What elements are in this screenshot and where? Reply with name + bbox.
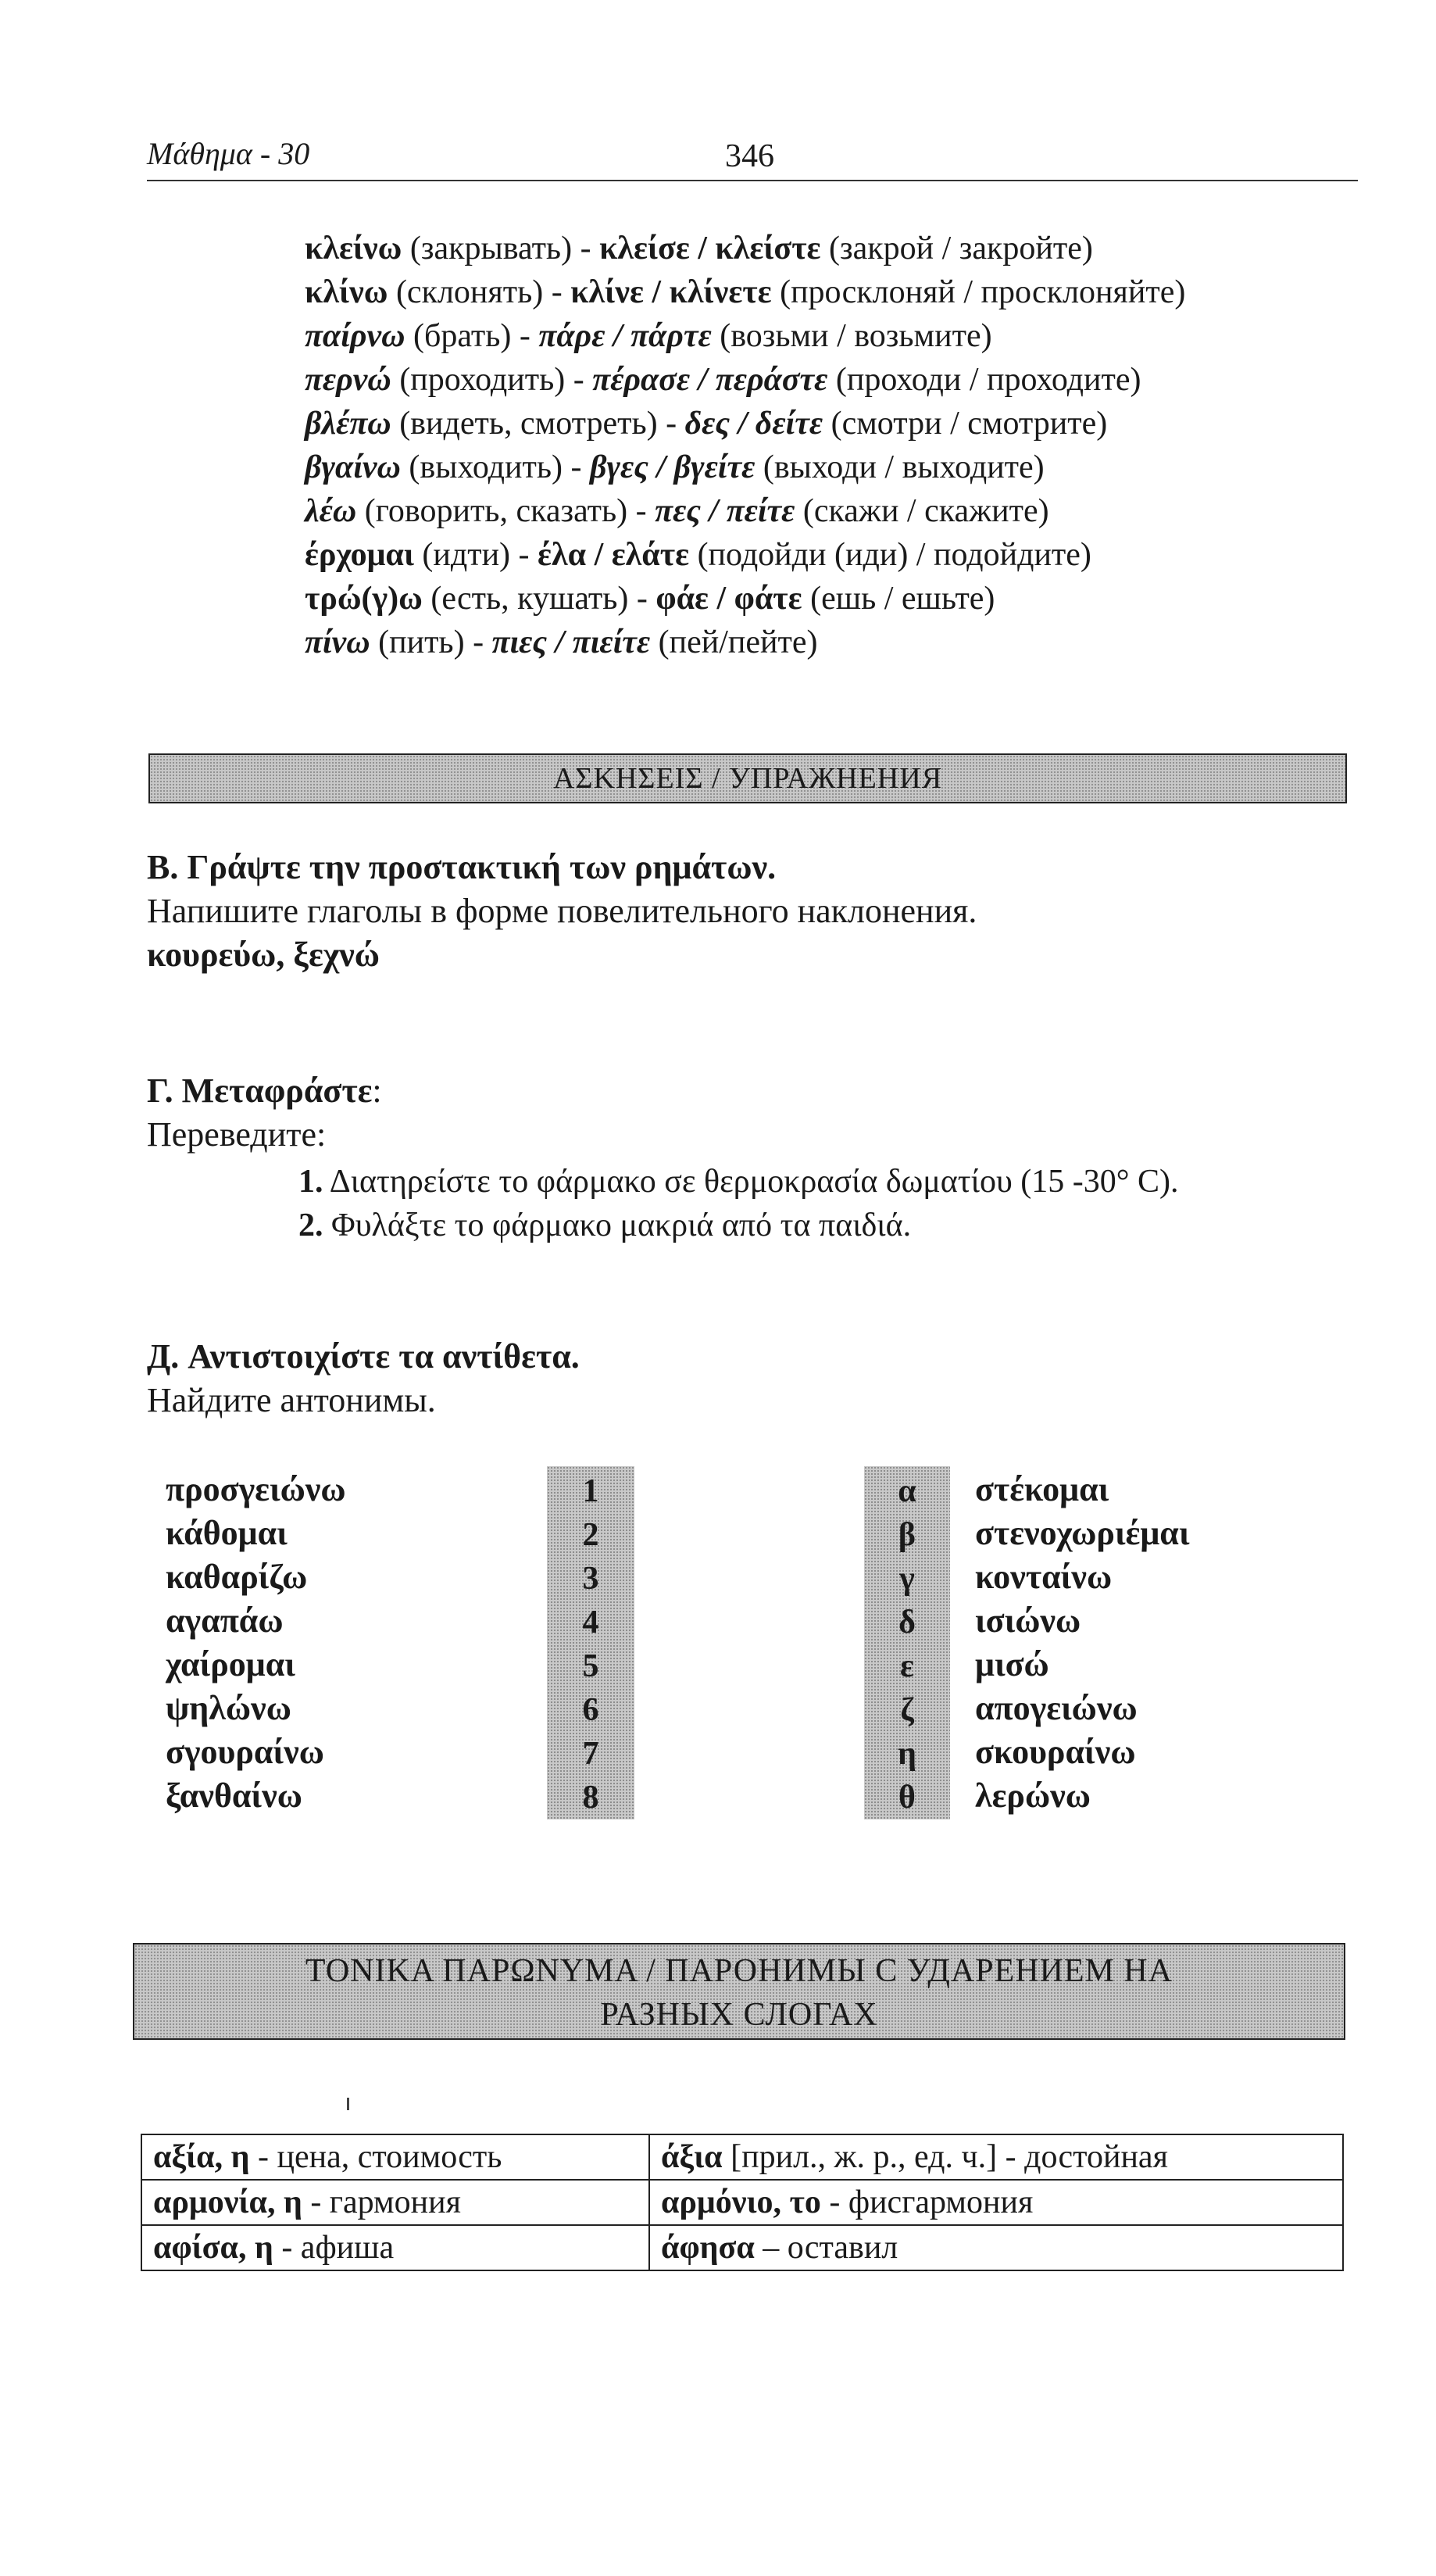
- list-item: 2: [582, 1517, 599, 1553]
- verb-line: παίρνω (брать) - πάρε / πάρτε (возьми / возьмите): [305, 318, 992, 354]
- list-item: 1. Διατηρείστε το φάρμακο σε θερμοκρασία δωματίου (15 -30° C).: [298, 1164, 1179, 1200]
- list-item: καθαρίζω: [166, 1558, 308, 1596]
- exercise-g: [147, 1069, 382, 1157]
- list-item: σκουραίνω: [975, 1733, 1136, 1771]
- verb-line: βλέπω (видеть, смотреть) - δες / δείτε (смотри / смотрите): [305, 406, 1108, 442]
- translation-list: [298, 1160, 1179, 1247]
- list-item: ζ: [900, 1692, 914, 1728]
- list-item: κονταίνω: [975, 1558, 1113, 1596]
- list-item: μισώ: [975, 1645, 1049, 1683]
- verb-line: έρχομαι (идти) - έλα / ελάτε (подойди (иди) / подойдите): [305, 537, 1091, 573]
- list-item: χαίρομαι: [166, 1645, 295, 1683]
- table-cell: αρμονία, η - гармония: [141, 2180, 649, 2225]
- matching-left-column: [166, 1468, 346, 1818]
- exercise-b-subtitle: Напишите глаголы в форме повелительного наклонения.: [147, 892, 977, 930]
- exercise-b-title: Β. Γράψτε την προστακτική των ρημάτων.: [147, 848, 777, 886]
- list-item: λερώνω: [975, 1776, 1091, 1815]
- banner-line: ΤΟΝΙΚΑ ΠΑΡΩΝΥΜΑ / ПАРОНИМЫ С УДАРЕНИЕМ НА: [305, 1953, 1173, 1989]
- list-item: ξανθαίνω: [166, 1776, 302, 1815]
- verb-line: κλείνω (закрывать) - κλείσε / κλείστε (закрой / закройте): [305, 231, 1093, 267]
- table-cell: άξια [прил., ж. р., ед. ч.] - достойная: [649, 2134, 1343, 2180]
- list-item: αγαπάω: [166, 1601, 284, 1640]
- list-item: 7: [582, 1736, 599, 1772]
- list-item: ψηλώνω: [166, 1689, 291, 1727]
- lesson-label: Μάθημα - 30: [147, 136, 310, 171]
- list-item: β: [898, 1517, 916, 1553]
- verb-line: τρώ(γ)ω (есть, кушать) - φάε / φάτε (ешь / ешьте): [305, 581, 995, 617]
- list-item: η: [898, 1736, 916, 1772]
- list-item: στέκομαι: [975, 1470, 1109, 1508]
- banner-line: РАЗНЫХ СЛОГАХ: [600, 1997, 878, 2033]
- paronyms-table: [141, 2134, 1344, 2271]
- table-cell: αρμόνιο, το - фисгармония: [649, 2180, 1343, 2225]
- list-item: 1: [582, 1473, 599, 1509]
- table-cell: άφησα – оставил: [649, 2225, 1343, 2270]
- list-item: 2. Φυλάξτε το φάρμακο μακριά από τα παιδιά.: [298, 1208, 912, 1243]
- exercise-g-title-suffix: :: [372, 1072, 382, 1110]
- table-row: [141, 2180, 1343, 2225]
- stray-mark: [347, 2098, 349, 2110]
- table-cell: αξία, η - цена, стоимость: [141, 2134, 649, 2180]
- list-item: προσγειώνω: [166, 1470, 346, 1508]
- exercise-d: [147, 1335, 580, 1422]
- list-item: ε: [900, 1648, 914, 1684]
- list-item: ισιώνω: [975, 1601, 1081, 1640]
- list-item: απογειώνω: [975, 1689, 1138, 1727]
- verb-line: περνώ (проходить) - πέρασε / περάστε (проходи / проходите): [305, 362, 1141, 398]
- table-row: [141, 2134, 1343, 2180]
- section-banner-paronyms: [133, 1943, 1345, 2040]
- list-item: 3: [582, 1561, 599, 1597]
- verb-line: βγαίνω (выходить) - βγες / βγείτε (выходи / выходите): [305, 449, 1045, 485]
- table-cell: αφίσα, η - афиша: [141, 2225, 649, 2270]
- page-number: 346: [725, 138, 774, 174]
- list-item: σγουραίνω: [166, 1733, 324, 1771]
- list-item: στενοχωριέμαι: [975, 1514, 1190, 1552]
- list-item: γ: [899, 1561, 915, 1597]
- exercise-d-title: Д. Αντιστοιχίστε τα αντίθετα.: [147, 1337, 580, 1376]
- list-item: κάθομαι: [166, 1514, 288, 1552]
- matching-right-column: [975, 1468, 1189, 1818]
- verb-line: κλίνω (склонять) - κλίνε / κλίνετε (просклоняй / просклоняйте): [305, 274, 1186, 310]
- verb-line: πίνω (пить) - πιες / πιείτε (пей/пейте): [305, 624, 818, 660]
- verb-line: λέω (говорить, сказать) - πες / πείτε (скажи / скажите): [305, 493, 1049, 529]
- exercise-g-title-line: [147, 1069, 382, 1113]
- list-item: θ: [898, 1780, 916, 1816]
- exercise-b-words: κουρεύω, ξεχνώ: [147, 936, 380, 974]
- list-item: 5: [582, 1648, 599, 1684]
- table-row: [141, 2225, 1343, 2270]
- list-item: 4: [582, 1605, 599, 1640]
- exercise-b: [147, 846, 977, 977]
- verb-list: [305, 227, 1352, 664]
- exercise-g-title: Γ. Μεταφράστε: [147, 1072, 373, 1110]
- list-item: 8: [582, 1780, 599, 1816]
- list-item: δ: [898, 1605, 916, 1640]
- list-item: α: [898, 1473, 916, 1509]
- matching-number-column: [547, 1466, 634, 1819]
- exercise-d-subtitle: Найдите антонимы.: [147, 1381, 436, 1419]
- section-banner-exercises: ΑΣΚΗΣΕΙΣ / УПРАЖНЕНИЯ: [148, 753, 1347, 803]
- page-header: [147, 133, 1358, 181]
- matching-letter-column: [864, 1466, 950, 1819]
- exercise-g-subtitle: Переведите:: [147, 1115, 327, 1154]
- list-item: 6: [582, 1692, 599, 1728]
